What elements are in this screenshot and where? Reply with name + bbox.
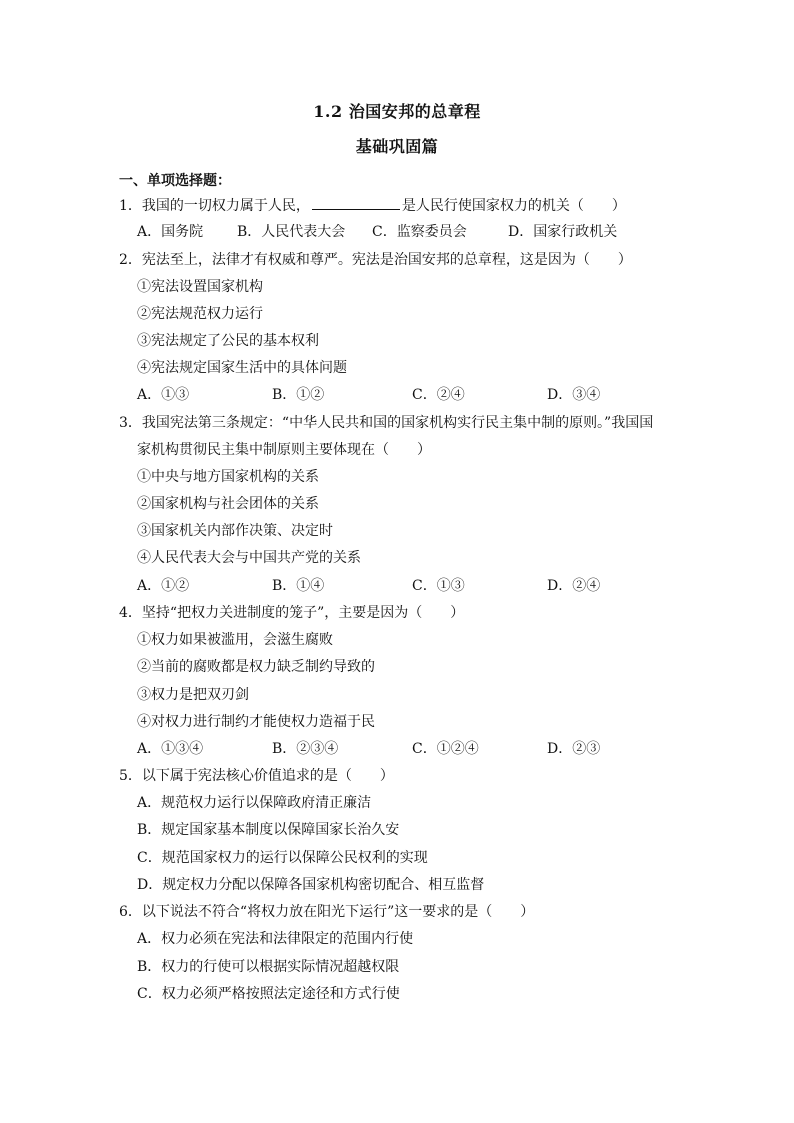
- answer-blank: [312, 196, 400, 210]
- question-1-stem: [119, 196, 626, 215]
- question-3-item-4: ④人民代表大会与中国共产党的关系: [137, 550, 361, 566]
- question-5-option-a: A．规范权力运行以保障政府清正廉洁: [137, 795, 372, 811]
- question-2-item-3: ③宪法规定了公民的基本权利: [137, 333, 319, 349]
- question-3-item-2: ②国家机构与社会团体的关系: [137, 496, 319, 512]
- option-b: B．②③④: [272, 741, 339, 757]
- option-c: C．监察委员会: [372, 224, 467, 240]
- page-title: 1.2 治国安邦的总章程: [313, 102, 481, 121]
- option-b: B．①④: [272, 578, 325, 594]
- question-4-item-2: ②当前的腐败都是权力缺乏制约导致的: [137, 659, 375, 675]
- question-2-stem: 2．宪法至上，法律才有权威和尊严。宪法是治国安邦的总章程，这是因为（ ）: [119, 252, 632, 268]
- option-c: C．②④: [412, 387, 465, 403]
- question-1-stem-before: 1．我国的一切权力属于人民，: [119, 198, 310, 214]
- option-a: A．①③④: [137, 741, 204, 757]
- question-3-stem-line-1: 3．我国宪法第三条规定：“中华人民共和国的国家机构实行民主集中制的原则。”我国国: [119, 415, 654, 431]
- option-a: A．国务院: [137, 224, 204, 240]
- question-2-item-2: ②宪法规范权力运行: [137, 306, 263, 322]
- option-d: D．②③: [547, 741, 601, 757]
- section-heading: 一、单项选择题：: [119, 173, 231, 189]
- page-subtitle: 基础巩固篇: [355, 137, 439, 156]
- question-2-item-1: ①宪法设置国家机构: [137, 279, 263, 295]
- question-1-stem-after: 是人民行使国家权力的机关（ ）: [401, 198, 626, 214]
- question-6-stem: 6．以下说法不符合“将权力放在阳光下运行”这一要求的是（ ）: [119, 904, 535, 920]
- option-c: C．①②④: [412, 741, 479, 757]
- question-4-item-3: ③权力是把双刃剑: [137, 687, 249, 703]
- option-d: D．②④: [547, 578, 601, 594]
- question-3-stem-line-2: 家机构贯彻民主集中制原则主要体现在（ ）: [137, 442, 431, 458]
- question-5-stem: 5．以下属于宪法核心价值追求的是（ ）: [119, 768, 394, 784]
- option-b: B．人民代表大会: [237, 224, 346, 240]
- question-6-option-a: A．权力必须在宪法和法律限定的范围内行使: [137, 931, 414, 947]
- question-4-item-4: ④对权力进行制约才能使权力造福于民: [137, 714, 375, 730]
- option-b: B．①②: [272, 387, 325, 403]
- question-2-item-4: ④宪法规定国家生活中的具体问题: [137, 360, 347, 376]
- question-5-option-c: C．规范国家权力的运行以保障公民权利的实现: [137, 850, 428, 866]
- option-a: A．①②: [137, 578, 190, 594]
- question-6-option-c: C．权力必须严格按照法定途径和方式行使: [137, 986, 400, 1002]
- question-3-item-3: ③国家机关内部作决策、决定时: [137, 523, 333, 539]
- option-d: D．③④: [547, 387, 601, 403]
- option-d: D．国家行政机关: [508, 224, 618, 240]
- question-3-item-1: ①中央与地方国家机构的关系: [137, 469, 319, 485]
- question-4-item-1: ①权力如果被滥用，会滋生腐败: [137, 632, 333, 648]
- question-5-option-b: B．规定国家基本制度以保障国家长治久安: [137, 822, 400, 838]
- question-5-option-d: D．规定权力分配以保障各国家机构密切配合、相互监督: [137, 877, 485, 893]
- question-6-option-b: B．权力的行使可以根据实际情况超越权限: [137, 959, 400, 975]
- option-a: A．①③: [137, 387, 190, 403]
- question-4-stem: 4．坚持“把权力关进制度的笼子”，主要是因为（ ）: [119, 605, 465, 621]
- option-c: C．①③: [412, 578, 465, 594]
